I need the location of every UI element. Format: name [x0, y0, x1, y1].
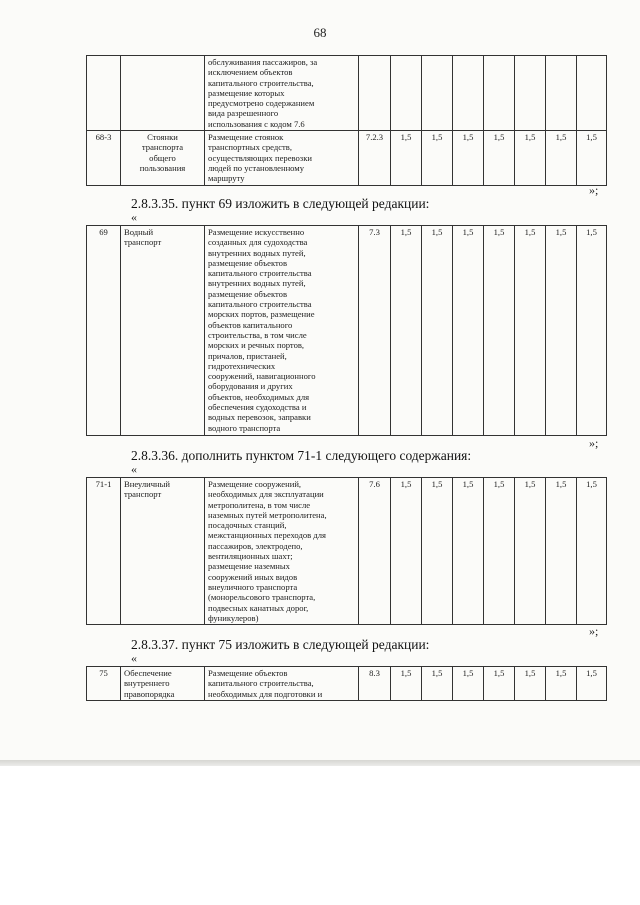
- cell-value: 1,5: [484, 131, 515, 185]
- cell-value: 1,5: [484, 226, 515, 436]
- cell-value: [484, 56, 515, 131]
- cell-num: 69: [87, 226, 121, 436]
- cell-value: 1,5: [453, 478, 484, 625]
- cell-num: 75: [87, 667, 121, 701]
- table-row-69: [86, 225, 607, 436]
- cell-value: 1,5: [391, 667, 422, 701]
- opening-quote: «: [131, 462, 137, 476]
- cell-description: Размещение объектов капитального строительства, необходимых для подготовки и: [205, 667, 359, 701]
- cell-code: [359, 56, 391, 131]
- section-heading: 2.8.3.37. пункт 75 изложить в следующей редакции:: [131, 637, 430, 652]
- cell-name: Водный транспорт: [121, 226, 205, 436]
- cell-value: 1,5: [515, 667, 546, 701]
- cell-description: Размещение искусственно созданных для судоходства внутренних водных путей, размещение объектов капитального строительства внутренних водных путей, размещение объектов капитального строительства морских портов, размещение объектов капитального строительства, в том числе морских и речных портов, причалов, пристаней, гидротехнических сооружений, навигационного оборудования и других объектов, необходимых для обеспечения судоходства и водных перевозок, заправки водного транспорта: [205, 226, 359, 436]
- cell-value: 1,5: [484, 667, 515, 701]
- cell-name: Обеспечение внутреннего правопорядка: [121, 667, 205, 701]
- cell-code: 7.2.3: [359, 131, 391, 185]
- cell-value: 1,5: [453, 667, 484, 701]
- closing-quote: »;: [589, 436, 599, 450]
- cell-code: 8.3: [359, 667, 391, 701]
- table-row: [87, 226, 607, 436]
- cell-value: [391, 56, 422, 131]
- opening-quote: «: [131, 651, 137, 665]
- closing-quote: »;: [589, 624, 599, 638]
- page-bottom-edge: [0, 760, 640, 766]
- cell-value: 1,5: [577, 478, 607, 625]
- page-number: 68: [313, 25, 327, 40]
- cell-value: 1,5: [546, 131, 577, 185]
- cell-value: 1,5: [453, 131, 484, 185]
- closing-quote: »;: [589, 183, 599, 197]
- cell-value: 1,5: [515, 226, 546, 436]
- cell-value: 1,5: [422, 226, 453, 436]
- cell-num: 71-1: [87, 478, 121, 625]
- cell-value: 1,5: [546, 478, 577, 625]
- cell-value: 1,5: [515, 478, 546, 625]
- cell-name: Стоянки транспорта общего пользования: [121, 131, 205, 185]
- cell-value: [546, 56, 577, 131]
- opening-quote: «: [131, 210, 137, 224]
- table-row: [87, 478, 607, 625]
- cell-value: 1,5: [422, 131, 453, 185]
- cell-value: 1,5: [391, 226, 422, 436]
- cell-value: 1,5: [391, 131, 422, 185]
- cell-description: Размещение стоянок транспортных средств, осуществляющих перевозки людей по установленному маршруту: [205, 131, 359, 185]
- cell-value: 1,5: [546, 226, 577, 436]
- cell-value: 1,5: [391, 478, 422, 625]
- table-row-75: [86, 666, 607, 701]
- cell-code: 7.3: [359, 226, 391, 436]
- cell-value: 1,5: [422, 478, 453, 625]
- cell-value: 1,5: [453, 226, 484, 436]
- cell-num: 68-3: [87, 131, 121, 185]
- cell-name: [121, 56, 205, 131]
- section-heading: 2.8.3.36. дополнить пунктом 71-1 следующего содержания:: [131, 448, 472, 463]
- table-row: [87, 667, 607, 701]
- cell-description: Размещение сооружений, необходимых для эксплуатации метрополитена, в том числе наземных путей метрополитена, посадочных станций, межстанционных переходов для пассажиров, электродепо, вентиляционных шахт; размещение наземных сооружений иных видов внеуличного транспорта (монорельсового транспорта, подвесных канатных дорог, фуникулеров): [205, 478, 359, 625]
- cell-value: 1,5: [484, 478, 515, 625]
- cell-value: [577, 56, 607, 131]
- table-row: [87, 131, 607, 185]
- cell-value: 1,5: [422, 667, 453, 701]
- table-row: [87, 56, 607, 131]
- cell-value: 1,5: [577, 667, 607, 701]
- table-continuation: [86, 55, 607, 186]
- section-heading: 2.8.3.35. пункт 69 изложить в следующей редакции:: [131, 196, 430, 211]
- cell-name: Внеуличный транспорт: [121, 478, 205, 625]
- cell-value: 1,5: [577, 226, 607, 436]
- cell-description: обслуживания пассажиров, за исключением объектов капитального строительства, размещение которых предусмотрено содержанием вида разрешенного использования с кодом 7.6: [205, 56, 359, 131]
- cell-value: 1,5: [577, 131, 607, 185]
- table-row-71-1: [86, 477, 607, 625]
- cell-value: [422, 56, 453, 131]
- cell-value: 1,5: [515, 131, 546, 185]
- cell-value: [515, 56, 546, 131]
- cell-code: 7.6: [359, 478, 391, 625]
- cell-value: 1,5: [546, 667, 577, 701]
- cell-num: [87, 56, 121, 131]
- cell-value: [453, 56, 484, 131]
